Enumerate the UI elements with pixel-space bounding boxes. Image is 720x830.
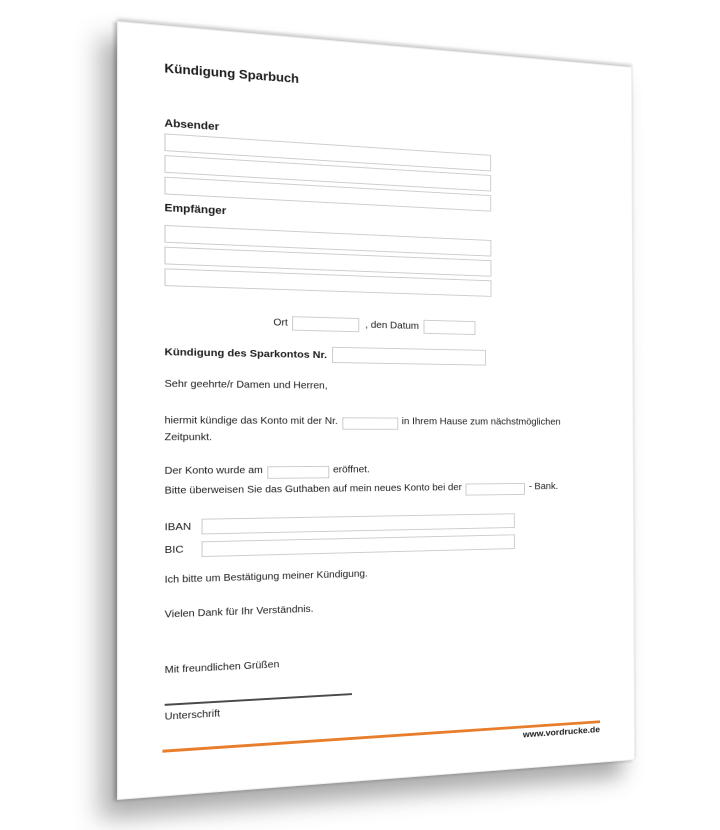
document-page (117, 21, 635, 800)
place-date-row (273, 316, 476, 335)
date-input[interactable] (424, 320, 476, 335)
recipient-section-label: Empfänger (164, 202, 227, 218)
iban-label: IBAN (164, 520, 192, 534)
closing-line: Mit freundlichen Grüßen (164, 659, 280, 677)
date-label: , den Datum (365, 320, 420, 332)
account-number-input[interactable] (332, 347, 486, 366)
opened-date-after: eröffnet. (332, 464, 370, 476)
signature-line (165, 693, 352, 706)
paragraph1-after: in Ihrem Hause zum nächstmöglichen (401, 416, 561, 428)
transfer-before: Bitte überweisen Sie das Guthaben auf mein neues Konto bei der (164, 482, 462, 497)
paragraph1-before: hiermit kündige das Konto mit der Nr. (164, 415, 338, 427)
transfer-line (165, 481, 559, 500)
bic-label: BIC (164, 543, 184, 557)
iban-row (165, 513, 515, 535)
opened-date-before: Der Konto wurde am (164, 465, 263, 477)
bank-name-input[interactable] (466, 483, 525, 496)
transfer-after: - Bank. (528, 481, 559, 493)
iban-input[interactable] (201, 513, 514, 534)
place-label: Ort (273, 317, 288, 329)
paragraph1-line2: Zeitpunkt. (164, 432, 213, 444)
salutation: Sehr geehrte/r Damen und Herren, (164, 378, 328, 392)
opened-date-input[interactable] (267, 466, 329, 479)
signature-label: Unterschrift (164, 708, 221, 723)
subject-row (164, 343, 486, 365)
bic-input[interactable] (202, 534, 515, 557)
account-number-inline-input[interactable] (342, 417, 398, 429)
subject-label: Kündigung des Sparkontos Nr. (164, 345, 328, 361)
bic-row (165, 534, 515, 558)
paragraph1-line1 (165, 415, 561, 427)
opened-date-line (165, 464, 370, 480)
confirmation-line: Ich bitte um Bestätigung meiner Kündigung. (164, 568, 368, 586)
body-paragraph-1 (165, 412, 603, 446)
sender-section-label: Absender (164, 117, 220, 134)
place-input[interactable] (292, 316, 359, 332)
thanks-line: Vielen Dank für Ihr Verständnis. (164, 604, 314, 621)
page-title: Kündigung Sparbuch (164, 61, 299, 86)
footer-url: www.vordrucke.de (522, 724, 601, 741)
